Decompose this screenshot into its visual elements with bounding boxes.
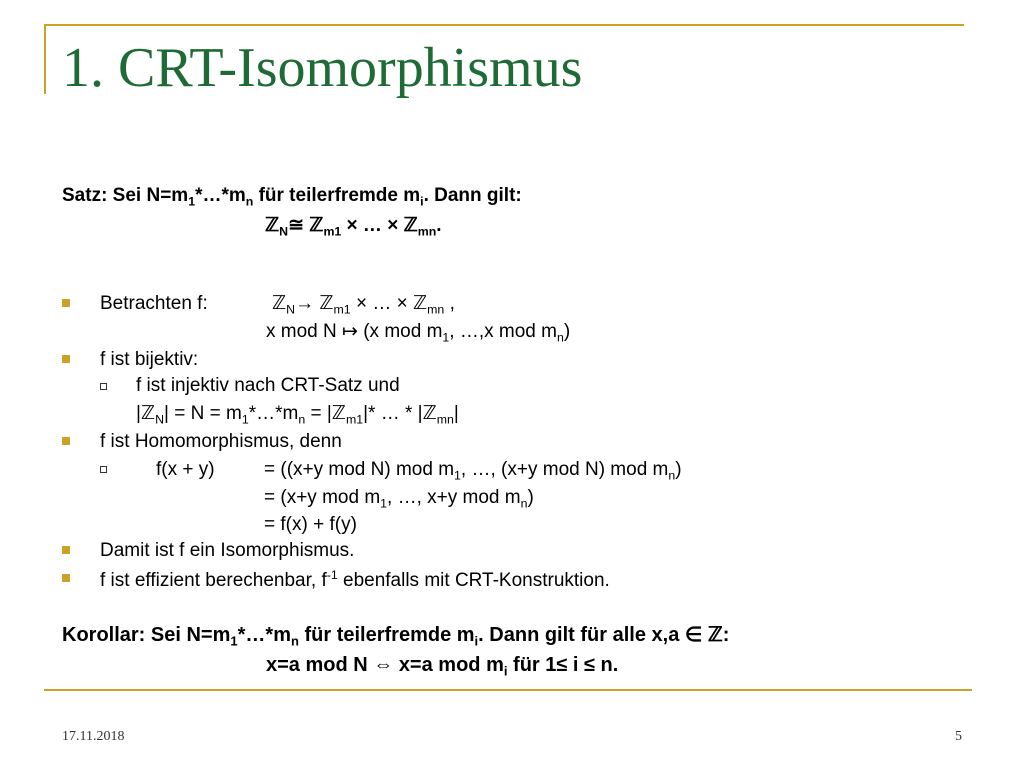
math-text: = ((x+y mod N) mod m xyxy=(264,459,455,480)
math-sub: n xyxy=(298,412,306,427)
satz-text: für teilerfremde m xyxy=(253,185,421,206)
math-text: , …, x+y mod m xyxy=(387,487,521,508)
math-text: |ℤ xyxy=(136,403,156,424)
bullet-icon xyxy=(62,355,70,363)
korollar-sub: n xyxy=(290,633,299,649)
bullet-betrachten-line-2 xyxy=(266,322,570,344)
homomorphismus-lhs: f(x + y) xyxy=(156,459,215,480)
homomorphismus-rhs-3: = f(x) + f(y) xyxy=(264,514,357,535)
korollar-line-1 xyxy=(62,625,729,648)
frame-left-line xyxy=(44,24,46,94)
math-sub: 1 xyxy=(380,496,388,511)
korollar-sub: 1 xyxy=(230,633,238,649)
satz-text: Satz: Sei N=m xyxy=(62,185,189,206)
bullet-homomorphismus: f ist Homomorphismus, denn xyxy=(100,431,342,452)
korollar-sub: i xyxy=(474,633,479,649)
satz-line-1 xyxy=(62,186,522,208)
satz-sub: 1 xyxy=(188,194,196,209)
math-text: = (x+y mod m xyxy=(264,487,381,508)
sub-bullet-icon xyxy=(100,466,107,473)
effizient-sup: -1 xyxy=(326,568,338,582)
satz-math: × … × ℤ xyxy=(341,215,418,236)
math-text: | xyxy=(453,403,459,424)
footer-page-number: 5 xyxy=(955,729,962,744)
korollar-text: *…*m xyxy=(237,624,291,646)
slide-title: 1. CRT-Isomorphismus xyxy=(62,37,583,99)
math-text: , xyxy=(444,293,455,314)
satz-math: ℤ xyxy=(265,215,280,236)
bullet-icon xyxy=(62,574,70,582)
math-sub: n xyxy=(556,330,564,345)
satz-sub: mn xyxy=(417,224,437,239)
bullet-isomorphismus: Damit ist f ein Isomorphismus. xyxy=(100,540,355,561)
math-text: |* … * |ℤ xyxy=(363,403,437,424)
homomorphismus-rhs-2 xyxy=(264,488,534,510)
satz-math: ≅ ℤ xyxy=(288,215,324,236)
math-sub: n xyxy=(520,496,528,511)
math-text: ) xyxy=(675,459,682,480)
bullet-icon xyxy=(62,546,70,554)
homomorphismus-rhs-1 xyxy=(264,460,682,482)
bullet-icon xyxy=(62,437,70,445)
bullet-betrachten-label: Betrachten f: xyxy=(100,293,208,314)
math-sub: N xyxy=(155,412,165,427)
math-text: = |ℤ xyxy=(305,403,346,424)
satz-text: *…*m xyxy=(195,185,246,206)
math-sub: 1 xyxy=(241,412,249,427)
korollar-line-2 xyxy=(266,655,618,678)
bullet-icon xyxy=(62,299,70,307)
satz-line-2 xyxy=(265,216,442,238)
math-sub: 1 xyxy=(454,468,461,483)
math-text: × … × ℤ xyxy=(350,293,428,314)
effizient-text: ebenfalls mit CRT-Konstruktion. xyxy=(337,569,610,591)
math-text: ) xyxy=(527,487,534,508)
satz-sub: n xyxy=(245,194,254,209)
math-text: ) xyxy=(563,321,571,342)
math-text: | = N = m xyxy=(164,403,242,424)
math-text: *…*m xyxy=(248,403,299,424)
satz-sub: N xyxy=(279,224,289,239)
korollar-sub: i xyxy=(503,663,508,679)
math-sub: m1 xyxy=(345,412,364,427)
frame-bottom-line xyxy=(44,689,972,691)
footer-date: 17.11.2018 xyxy=(62,729,125,744)
korollar-text: für 1≤ i ≤ n. xyxy=(507,654,619,676)
math-text: , …, (x+y mod N) mod m xyxy=(460,459,669,480)
bullet-effizient xyxy=(100,569,610,590)
satz-sub: m1 xyxy=(323,224,342,239)
math-sub: mn xyxy=(436,412,454,427)
math-sub: mn xyxy=(427,302,445,317)
math-text: x mod N ↦ (x mod m xyxy=(266,321,443,342)
sub-bullet-icon xyxy=(100,383,107,390)
math-sub: N xyxy=(286,302,296,317)
korollar-text: x=a mod N ⇔ x=a mod m xyxy=(266,654,504,676)
korollar-text: für teilerfremde m xyxy=(298,624,475,646)
math-text: → ℤ xyxy=(295,293,334,314)
korollar-text: . Dann gilt für alle x,a ∈ ℤ: xyxy=(478,624,730,646)
korollar-text: Korollar: Sei N=m xyxy=(62,624,231,646)
effizient-text: f ist effizient berechenbar, f xyxy=(100,569,327,591)
math-text: ℤ xyxy=(272,293,287,314)
frame-top-line xyxy=(44,24,964,26)
sub-bullet-injektiv: f ist injektiv nach CRT-Satz und xyxy=(136,375,400,396)
math-sub: 1 xyxy=(442,330,450,345)
bullet-bijektiv: f ist bijektiv: xyxy=(100,349,199,370)
math-text: , …,x mod m xyxy=(449,321,557,342)
satz-text: . Dann gilt: xyxy=(423,185,522,206)
math-sub: m1 xyxy=(333,302,351,317)
satz-sub: i xyxy=(420,194,424,209)
bullet-betrachten-map xyxy=(272,294,455,316)
math-sub: n xyxy=(668,468,676,483)
satz-math: . xyxy=(436,215,442,236)
sub-bullet-injektiv-line-2 xyxy=(136,404,459,426)
